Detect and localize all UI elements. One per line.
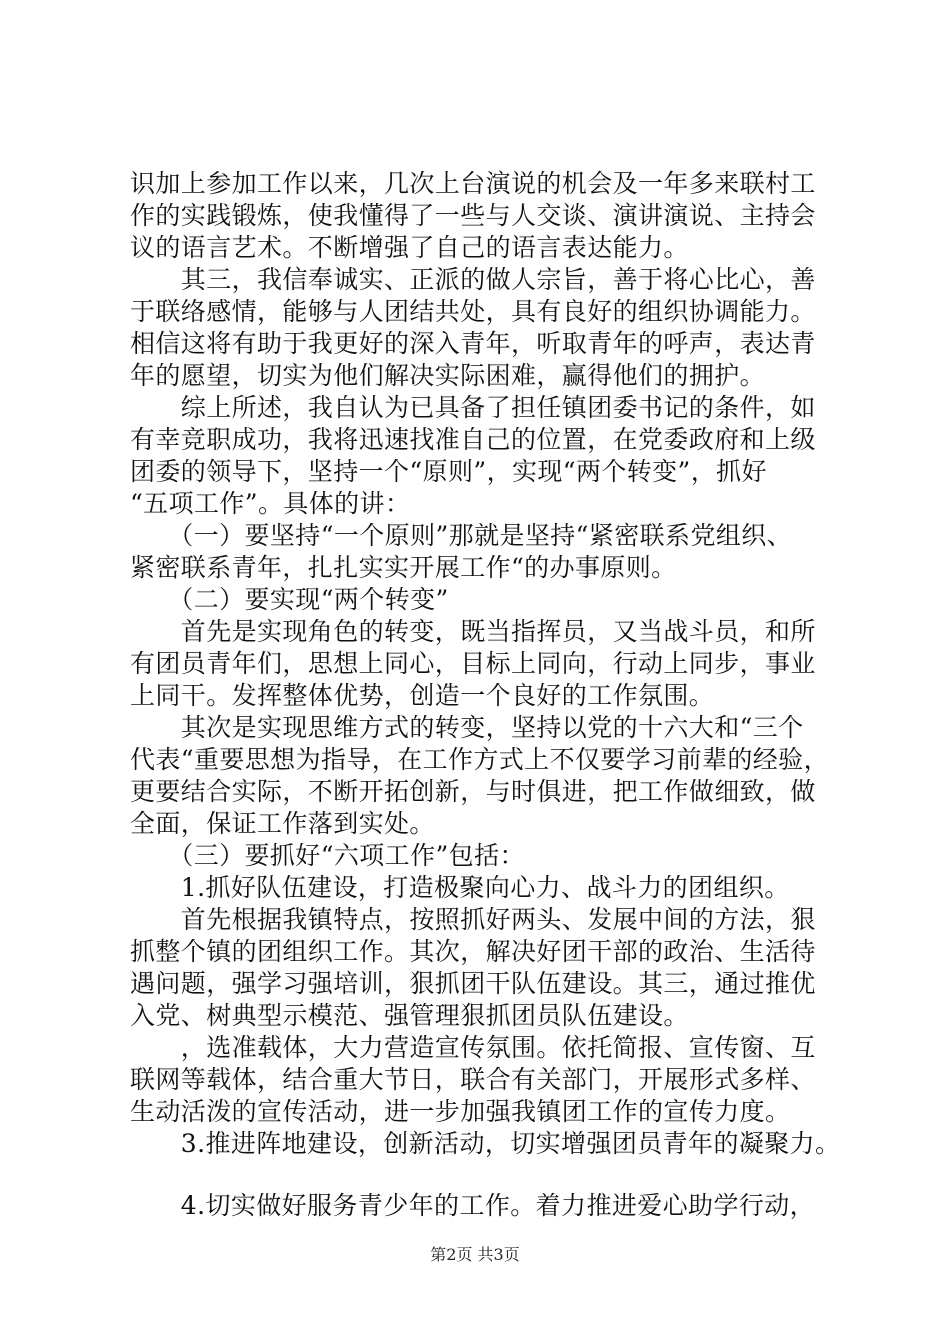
- text-line: 1.抓好队伍建设，打造极聚向心力、战斗力的团组织。: [130, 873, 790, 902]
- text-line: 综上所述，我自认为已具备了担任镇团委书记的条件，如: [130, 393, 816, 422]
- text-line: 抓整个镇的团组织工作。其次，解决好团干部的政治、生活待: [130, 937, 816, 966]
- document-body: [130, 168, 850, 1222]
- text-line: 全面，保证工作落到实处。: [130, 809, 435, 838]
- text-line: ，选准载体，大力营造宣传氛围。依托简报、宣传窗、互: [130, 1033, 816, 1062]
- page-footer: 第2页 共3页: [430, 1245, 520, 1264]
- text-line: 年的愿望，切实为他们解决实际困难，赢得他们的拥护。: [130, 361, 766, 390]
- text-line: （三）要抓好“六项工作”包括：: [130, 841, 525, 870]
- text-line: （一）要坚持“一个原则”那就是坚持“紧密联系党组织、: [130, 521, 793, 550]
- paragraph-gap: [130, 1160, 850, 1190]
- text-line: 其三，我信奉诚实、正派的做人宗旨，善于将心比心，善: [130, 265, 816, 294]
- text-line: 作的实践锻炼，使我懂得了一些与人交谈、演讲演说、主持会: [130, 201, 816, 230]
- text-line: 于联络感情，能够与人团结共处，具有良好的组织协调能力。: [130, 297, 816, 326]
- text-line: 其次是实现思维方式的转变，坚持以党的十六大和“三个: [130, 713, 804, 742]
- text-line: （二）要实现“两个转变”: [130, 585, 449, 614]
- text-line: 生动活泼的宣传活动，进一步加强我镇团工作的宣传力度。: [130, 1097, 791, 1126]
- text-line: 议的语言艺术。不断增强了自己的语言表达能力。: [130, 233, 689, 262]
- text-line: 相信这将有助于我更好的深入青年，听取青年的呼声，表达青: [130, 329, 816, 358]
- text-line: 更要结合实际，不断开拓创新，与时俱进，把工作做细致，做: [130, 777, 816, 806]
- text-line: 遇问题，强学习强培训，狠抓团干队伍建设。其三，通过推优: [130, 969, 816, 998]
- text-line: 4.切实做好服务青少年的工作。着力推进爱心助学行动，: [130, 1191, 816, 1220]
- text-line: 3.推进阵地建设，创新活动，切实增强团员青年的凝聚力。: [130, 1129, 841, 1158]
- text-line: 紧密联系青年，扎扎实实开展工作“的办事原则。: [130, 553, 677, 582]
- text-line: 代表“重要思想为指导，在工作方式上不仅要学习前辈的经验，: [130, 745, 829, 774]
- text-line: 首先是实现角色的转变，既当指挥员，又当战斗员，和所: [130, 617, 816, 646]
- text-line: 联网等载体，结合重大节日，联合有关部门，开展形式多样、: [130, 1065, 816, 1094]
- text-line: 团委的领导下，坚持一个“原则”，实现“两个转变”，抓好: [130, 457, 767, 486]
- text-line: 有团员青年们，思想上同心，目标上同向，行动上同步，事业: [130, 649, 816, 678]
- text-line: 有幸竞职成功，我将迅速找准自己的位置，在党委政府和上级: [130, 425, 816, 454]
- text-line: “五项工作”。具体的讲：: [130, 489, 411, 518]
- text-line: 入党、树典型示模范、强管理狠抓团员队伍建设。: [130, 1001, 689, 1030]
- text-line: 识加上参加工作以来，几次上台演说的机会及一年多来联村工: [130, 169, 816, 198]
- text-line: 上同干。发挥整体优势，创造一个良好的工作氛围。: [130, 681, 715, 710]
- text-line: 首先根据我镇特点，按照抓好两头、发展中间的方法，狠: [130, 905, 816, 934]
